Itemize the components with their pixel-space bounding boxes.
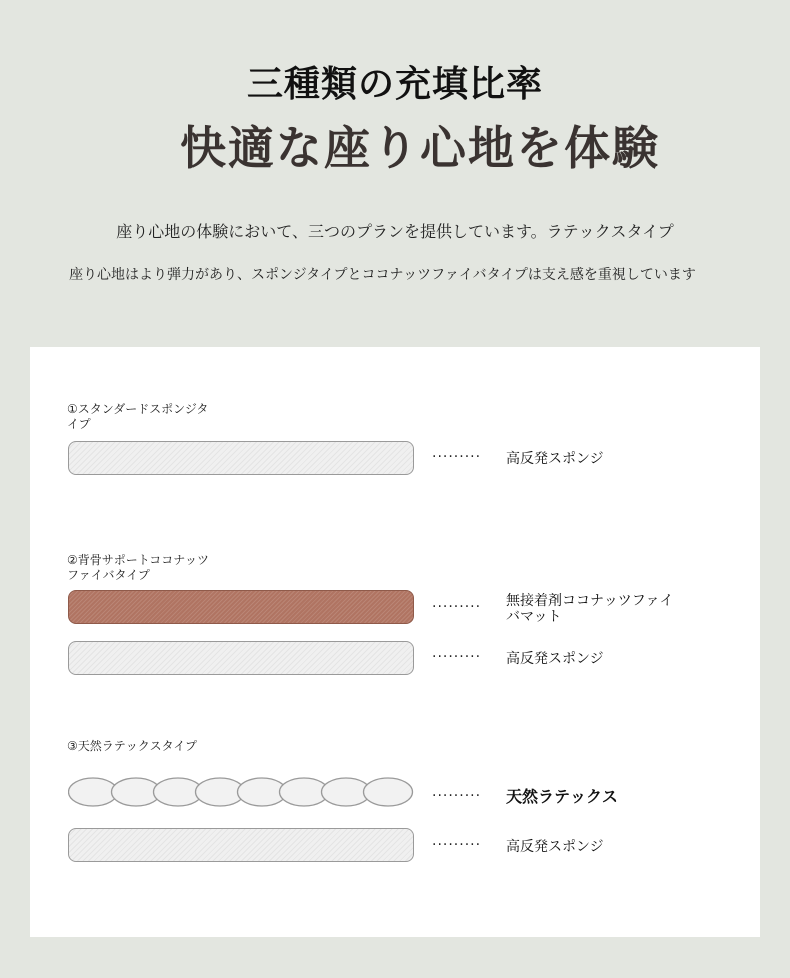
plan-2-coconut-label: 無接着剤ココナッツファイバマット xyxy=(506,593,674,625)
latex-bubble xyxy=(69,778,118,806)
plan-1-sponge-label: 高反発スポンジ xyxy=(506,451,604,467)
plan-2-coconut-layer xyxy=(68,590,414,624)
plan-2-sponge-dots: ········· xyxy=(432,649,482,665)
filling-diagram-panel xyxy=(30,347,760,937)
plan-1-sponge-layer xyxy=(68,441,414,475)
page-subtitle: 快適な座り心地を体験 xyxy=(180,121,660,175)
description-line-2: 座り心地はより弾力があり、スポンジタイプとココナッツファイバタイプは支え感を重視しています xyxy=(69,267,696,283)
plan-3-sponge-label: 高反発スポンジ xyxy=(506,839,604,855)
latex-bubbles xyxy=(68,777,414,807)
plan-1-sponge-dots: ········· xyxy=(432,449,482,465)
plan-2-label: ②背骨サポートココナッツファイバタイプ xyxy=(67,553,210,582)
plan-3-latex-label: 天然ラテックス xyxy=(506,787,618,806)
plan-3-sponge-dots: ········· xyxy=(432,837,482,853)
plan-2-coconut-dots: ········· xyxy=(432,599,482,615)
plan-1-label: ①スタンダードスポンジタイプ xyxy=(67,402,209,431)
plan-3-latex-layer xyxy=(68,777,414,807)
plan-3-label: ③天然ラテックスタイプ xyxy=(67,739,198,753)
page-title: 三種類の充填比率 xyxy=(246,64,543,105)
plan-2-sponge-label: 高反発スポンジ xyxy=(506,651,604,667)
latex-bubble xyxy=(364,778,413,806)
description-line-1: 座り心地の体験において、三つのプランを提供しています。ラテックスタイプ xyxy=(116,222,674,241)
plan-2-sponge-layer xyxy=(68,641,414,675)
plan-3-sponge-layer xyxy=(68,828,414,862)
plan-3-latex-dots: ········· xyxy=(432,788,482,804)
